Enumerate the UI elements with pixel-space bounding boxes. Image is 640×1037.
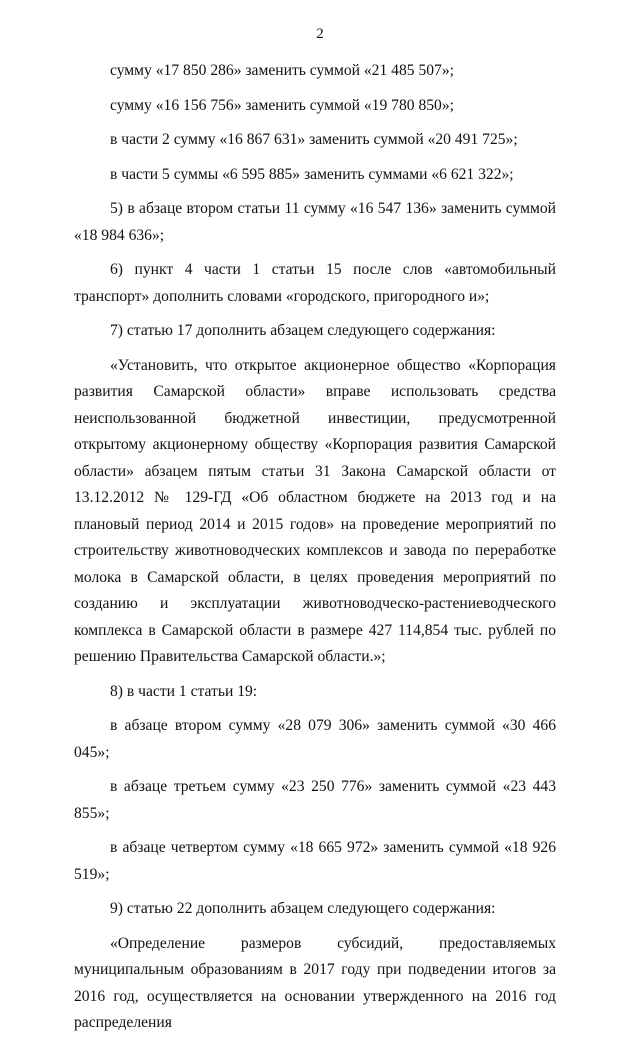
paragraph: в абзаце четвертом сумму «18 665 972» заменить суммой «18 926 519»; <box>74 839 556 883</box>
paragraph: 7) статью 17 дополнить абзацем следующего содержания: <box>110 322 496 339</box>
paragraph: в абзаце третьем сумму «23 250 776» заменить суммой «23 443 855»; <box>74 778 556 822</box>
paragraph: 8) в части 1 статьи 19: <box>110 682 258 700</box>
paragraph: сумму «17 850 286» заменить суммой «21 485 507»; <box>110 62 454 79</box>
page-number: 2 <box>316 26 324 42</box>
paragraph: 6) пункт 4 части 1 статьи 15 после слов «автомобильный транспорт» дополнить словами «городского, пригородного и»; <box>74 261 556 305</box>
paragraph: в части 2 сумму «16 867 631» заменить суммой «20 491 725»; <box>110 131 518 148</box>
paragraph: в абзаце втором сумму «28 079 306» заменить суммой «30 466 045»; <box>74 717 556 761</box>
paragraph: 5) в абзаце втором статьи 11 сумму «16 547 136» заменить суммой «18 984 636»; <box>74 200 556 244</box>
document-body <box>74 58 556 1037</box>
paragraph: 9) статью 22 дополнить абзацем следующего содержания: <box>110 900 496 917</box>
paragraph: «Установить, что открытое акционерное общество «Корпорация развития Самарской области» вправе использовать средства неиспользованной бюджетной инвестиции, предусмотренной открытому акционерному обществу «Корпорация развития Самарской области» абзацем пятым статьи 31 Закона Самарской области от 13.12.2012 № 129-ГД «Об областном бюджете на 2013 год и на плановый период 2014 и 2015 годов» на проведение мероприятий по строительству животноводческих комплексов и завода по переработке молока в Самарской области, в целях проведения мероприятий по созданию и эксплуатации животноводческо-растениеводческого комплекса в Самарской области в размере 427 114,854 тыс. рублей по решению Правительства Самарской области.»; <box>74 356 556 665</box>
paragraph: в части 5 суммы «6 595 885» заменить суммами «6 621 322»; <box>110 165 514 183</box>
paragraph: «Определение размеров субсидий, предоставляемых муниципальным образованиям в 2017 году при подведении итогов за 2016 год, осуществляется на основании утвержденного на 2016 год распределения <box>74 934 556 1031</box>
paragraph: сумму «16 156 756» заменить суммой «19 780 850»; <box>110 96 454 114</box>
